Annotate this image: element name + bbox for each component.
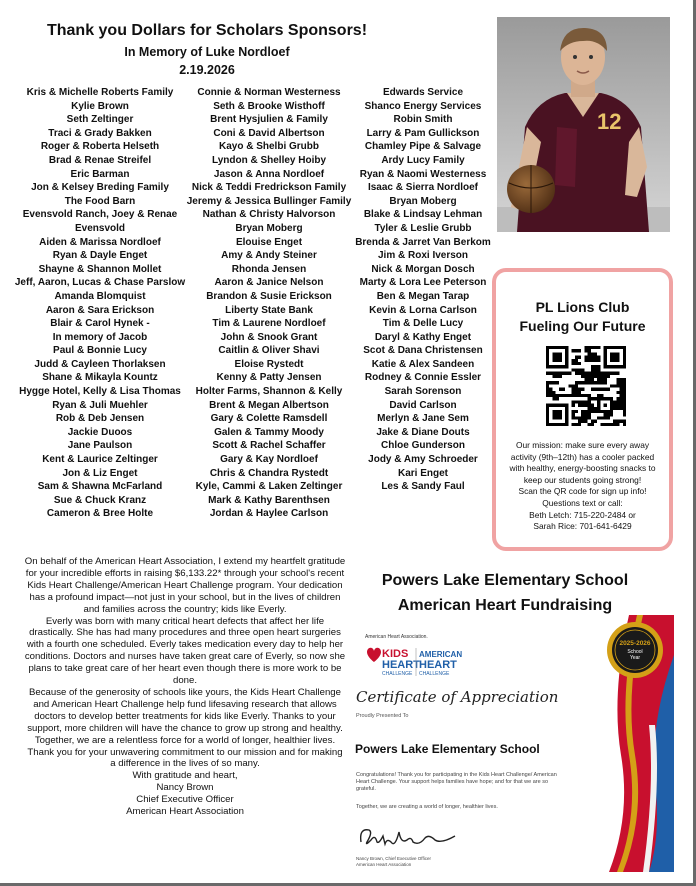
school-year-seal-icon [606,621,664,679]
logo-heart-2: HEART [419,659,457,671]
sponsor-name: Eric Barman [70,168,130,180]
signature-image [355,822,475,852]
letter-signer: Nancy Brown [156,782,214,794]
sponsor-name: David Carlson [389,399,457,411]
seal-school: School [627,649,643,655]
sponsor-column-1 [12,86,188,521]
presented-to: Proudly Presented To [356,713,409,719]
lions-title-line2: Fueling Our Future [519,318,646,334]
lions-line: Questions text or call: [542,497,623,508]
lions-club-box [492,268,673,551]
sponsor-name: Holter Farms, Shannon & Kelly [195,386,343,398]
sponsor-name: Sarah Sorenson [384,386,462,398]
seal-year: Year [629,655,641,661]
sponsor-name: Judd & Cayleen Thorlaksen [34,358,166,370]
sponsor-name: Shayne & Shannon Mollet [38,263,162,275]
lions-line: activity (9th–12th) has a cooler packed [510,451,655,462]
sponsor-name: Bryan Moberg [235,222,303,234]
memorial-photo [497,17,670,232]
sponsor-name: Scot & Dana Christensen [363,345,483,357]
certificate-school-name: Powers Lake Elementary School [355,742,540,756]
sponsor-name: Rhonda Jensen [231,263,307,275]
sponsor-name: Bryan Moberg [389,195,457,207]
memorial-heading [28,43,386,79]
sponsor-name: Amy & Andy Steiner [221,250,317,262]
sponsor-name: Jon & Liz Enget [62,467,138,479]
sponsor-name: Brandon & Susie Erickson [206,290,332,302]
sponsor-name: Sue & Chuck Kranz [53,494,147,506]
sponsor-name: Chloe Gunderson [381,440,465,452]
sponsor-name: In memory of Jacob [52,331,148,343]
logo-challenge-2: CHALLENGE [419,671,450,677]
sponsor-name: Brent & Megan Albertson [209,399,329,411]
qr-code-icon[interactable] [546,346,626,426]
sponsor-name: Shanco Energy Services [364,100,482,112]
sponsor-name: Tim & Laurene Nordloef [212,318,326,330]
sponsor-name: Nathan & Christy Halvorson [202,209,336,221]
sponsor-name: Tim & Delle Lucy [382,318,464,330]
sponsor-name: Jackie Duoos [67,426,133,438]
sponsor-name: Kayo & Shelbi Grubb [218,141,319,153]
sponsor-name: Evensvold [74,222,126,234]
sponsor-name: Les & Sandy Faul [381,481,465,493]
sponsor-name: Ryan & Juli Muehler [52,399,148,411]
signature-line2: American Heart Association [356,861,412,867]
sponsor-name: Brenda & Jarret Van Berkom [355,236,491,248]
sponsor-name: Amanda Blomquist [54,290,146,302]
certificate [349,615,674,872]
sponsor-name: Isaac & Sierra Nordloef [367,182,479,194]
sponsor-name: Rodney & Connie Essler [364,372,482,384]
letter-role: Chief Executive Officer [136,794,234,806]
letter-paragraph: Together, we are a relentless force for a world of longer, healthier lives. Thank you for your unwavering commitment to our mission and for making a difference in the lives of so many. [27,734,343,770]
sponsor-name: Brad & Renae Streifel [48,154,152,166]
sponsor-name: Connie & Norman Westerness [197,87,341,98]
sponsor-name: Kent & Laurice Zeltinger [42,454,158,466]
sponsor-name: Ryan & Dayle Enget [52,250,148,262]
sponsor-name: Jason & Anna Nordloef [213,168,325,180]
sponsor-name: Jon & Kelsey Breding Family [31,182,169,194]
letter-paragraph: Because of the generosity of schools like yours, the Kids Heart Challenge and American Heart Challenge help fund lifesaving research that allows doctors to develop better treatments for kids like Everly. Thanks to your support, more children will have the chance to grow up strong and healthy. [27,686,343,734]
certificate-heading: Certificate of Appreciation [356,688,559,706]
sponsor-name: Tyler & Leslie Grubb [374,222,472,234]
page-title: Thank you Dollars for Scholars Sponsors! [46,22,368,39]
sponsor-name: John & Snook Grant [220,331,318,343]
aha-letter [24,556,346,818]
sponsor-name: Katie & Alex Sandeen [371,358,475,370]
sponsor-name: Eloise Rystedt [234,358,304,370]
sponsor-name: Ardy Lucy Family [381,154,465,166]
sponsor-column-2 [182,86,356,521]
lions-line: Our mission: make sure every away [515,440,650,450]
certificate-together: Together, we are creating a world of longer, healthier lives. [356,804,498,810]
sponsor-name: Kylie Brown [71,100,129,112]
sponsor-name: Lyndon & Shelley Hoiby [211,154,327,166]
letter-org: American Heart Association [126,806,244,818]
sponsor-name: Elouise Enget [235,236,303,248]
sponsor-name: Kyle, Cammi & Laken Zeltinger [195,481,343,493]
sponsor-name: Jim & Roxi Iverson [377,250,469,262]
seal-years: 2025-2026 [619,640,651,647]
sponsor-name: Scott & Rachel Schaffer [212,440,326,452]
logo-kids: KIDS [382,648,409,660]
sponsor-name: Shane & Mikayla Kountz [42,372,158,384]
sponsor-name: Ben & Megan Tarap [376,290,470,302]
aha-label: American Heart Association. [365,634,428,640]
sponsor-name: Chris & Chandra Rystedt [209,467,329,479]
sponsor-name: Larry & Pam Gullickson [366,127,480,139]
sponsor-name: Paul & Bonnie Lucy [53,345,147,357]
sponsor-name: Kenny & Patty Jensen [216,372,322,384]
sponsor-name: Rob & Deb Jensen [55,413,145,425]
sponsor-name: Caitlin & Oliver Shavi [218,345,320,357]
school-fundraising-title [350,568,660,618]
sponsor-name: Blake & Lindsay Lehman [363,209,483,221]
signature-caption [356,856,431,867]
sponsor-name: Traci & Grady Bakken [48,127,152,139]
sponsor-name: Mark & Kathy Barenthsen [208,494,330,506]
certificate-congrats: Congratulations! Thank you for participating in the Kids Heart Challenge/ American Heart Challenge. Your support helps families have hope; and for that we are so grateful. [356,772,557,792]
lions-line: keep our students going strong! [523,474,642,485]
sponsor-name: Gary & Colette Ramsdell [210,413,328,425]
sponsor-name: Nick & Teddi Fredrickson Family [191,182,347,194]
letter-closing: With gratitude and heart, [132,770,238,782]
logo-heart: HEART [382,659,420,671]
sponsor-name: Jeremy & Jessica Bullinger Family [186,195,352,207]
sponsor-name: Kris & Michelle Roberts Family [26,87,174,98]
sponsor-name: Evensvold Ranch, Joey & Renae [22,209,178,221]
school-title-line1: Powers Lake Elementary School [381,572,629,589]
sponsor-name: Seth Zeltinger [66,114,134,126]
sponsor-name: Robin Smith [393,114,453,126]
lions-title-line1: PL Lions Club [535,299,630,315]
sponsor-name: Liberty State Bank [225,304,313,316]
sponsor-name: Seth & Brooke Wisthoff [213,100,325,112]
sponsor-name: Aiden & Marissa Nordloef [39,236,161,248]
sponsor-name: Hygge Hotel, Kelly & Lisa Thomas [19,386,181,398]
sponsor-name: Edwards Service [382,87,464,98]
memory-line: In Memory of Luke Nordloef [124,45,290,59]
sponsor-column-3 [348,86,498,494]
logo-american: AMERICAN [419,650,463,659]
sponsor-name: Jody & Amy Schroeder [368,454,478,466]
sponsor-name: Ryan & Naomi Westerness [359,168,487,180]
sponsor-name: Cameron & Bree Holte [46,508,154,520]
lions-line: Sarah Rice: 701-641-6429 [533,521,632,532]
sponsor-name: Jake & Diane Douts [376,426,470,438]
sponsor-name: Chamley Pipe & Salvage [364,141,482,153]
sponsor-name: Sam & Shawna McFarland [37,481,163,493]
sponsor-name: Aaron & Sara Erickson [45,304,155,316]
sponsor-name: Merlyn & Jane Sem [377,413,469,425]
sponsor-name: Brent Hysjulien & Family [210,114,328,126]
sponsor-name: Blair & Carol Hynek - [50,318,150,330]
lions-line: Beth Letch: 715-220-2484 or [529,509,636,520]
sponsor-name: Gary & Kay Nordloef [220,454,318,466]
lions-line: Scan the QR code for sign up info! [518,486,647,497]
lions-mission-text [502,440,663,533]
sponsor-name: Kevin & Lorna Carlson [369,304,477,316]
lions-title [496,298,669,336]
sponsor-name: Marty & Lora Lee Peterson [359,277,487,289]
logo-challenge: CHALLENGE [382,671,413,677]
sponsor-name: Kari Enget [397,467,448,479]
letter-paragraph: On behalf of the American Heart Association, I extend my heartfelt gratitude for your incredible efforts in raising $6,133.22* through your school's recent Kids Heart Challenge/American Heart Challenge program. Your dedication has a profound impact—not just in your school, but in the lives of children and families across the country; kids like Everly. [24,556,346,615]
sponsor-name: Nick & Morgan Dosch [371,263,475,275]
sponsor-name: Roger & Roberta Helseth [40,141,160,153]
sponsor-name: The Food Barn [64,195,136,207]
lions-line: with healthy, energy-boosting snacks to [509,463,656,474]
signature-line1: Nancy Brown, Chief Executive Officer [356,856,431,861]
sponsor-name: Daryl & Kathy Enget [374,331,472,343]
sponsor-name: Jordan & Haylee Carlson [209,508,329,520]
kids-heart-challenge-logo [361,643,471,683]
sponsor-name: Jeff, Aaron, Lucas & Chase Parslow [14,277,186,289]
letter-paragraph: Everly was born with many critical heart defects that affect her life drastically. She has had many procedures and three open heart surgeries with a fourth one scheduled. Everly takes medication every day to help her conditions. Doctors and nurses have taken great care of Everly, so now she plans to take great care of her heart even though there is more work to be done. [24,615,346,687]
sponsor-name: Aaron & Janice Nelson [214,277,324,289]
sponsor-name: Coni & David Albertson [213,127,325,139]
jersey-number: 12 [597,109,622,134]
sponsor-name: Galen & Tammy Moody [214,426,324,438]
memory-date: 2.19.2026 [179,63,235,77]
sponsor-name: Jane Paulson [67,440,133,452]
school-title-line2: American Heart Fundraising [397,597,613,614]
